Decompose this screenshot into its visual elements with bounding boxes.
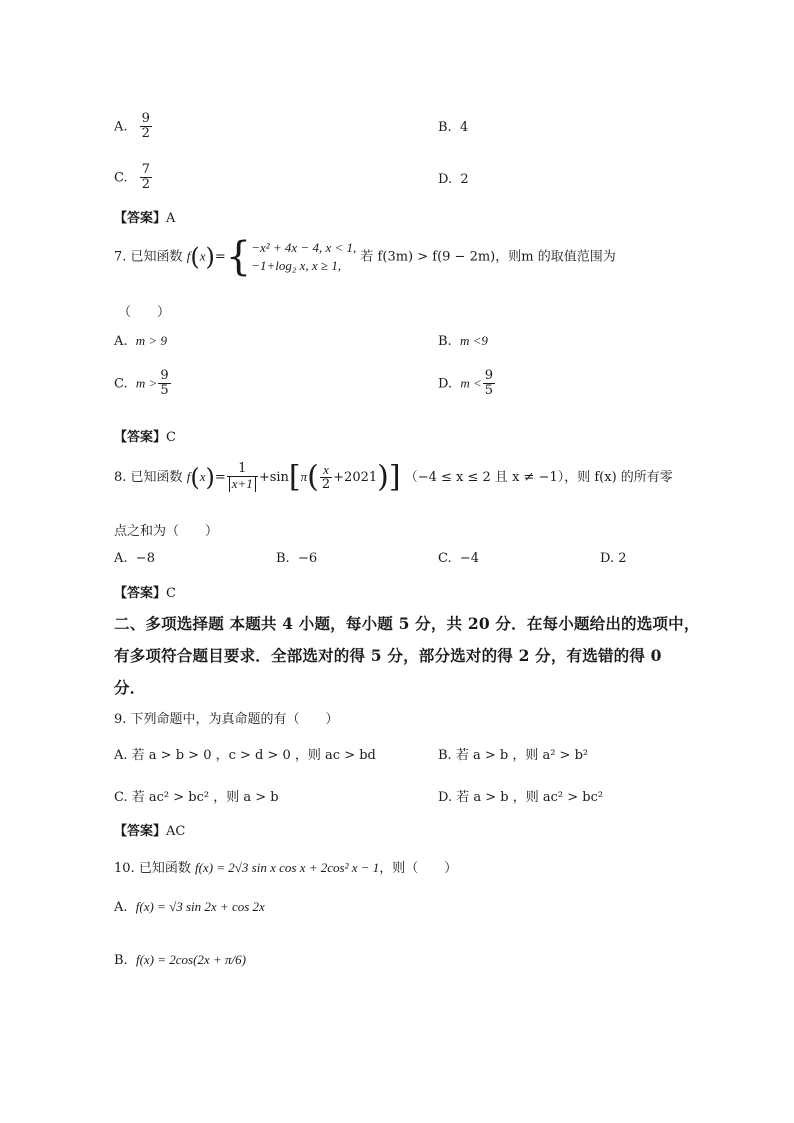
option-label: D. (438, 376, 453, 392)
option-value: 2 (460, 172, 469, 187)
question-lead: 已知函数 (130, 469, 183, 485)
option-label: A. (114, 119, 128, 135)
option-text: 若 a > b ，则 ac² > bc² (456, 790, 604, 805)
option-expr: m > 9 (135, 333, 167, 348)
function-head: f (186, 248, 191, 264)
q8-stem-line2: 点之和为（ ） (114, 524, 219, 539)
answer-tag: 【答案】 (114, 586, 167, 601)
q9-option-c (114, 786, 279, 805)
question-number: 7. (114, 249, 127, 265)
option-label: D. (438, 790, 453, 805)
question-tail: ，则m 的取值范围为 (495, 249, 616, 265)
section-heading-line3: 分． (114, 678, 146, 697)
q9-option-a (114, 744, 376, 763)
option-label: D. (600, 551, 615, 566)
q8-option-c (438, 551, 479, 566)
option-label: C. (114, 170, 128, 186)
section-heading-line2: 有多项符合题目要求．全部选对的得 5 分，部分选对的得 2 分，有选错的得 0 (114, 646, 662, 665)
option-label: A. (114, 748, 128, 763)
fraction: $\frac{1}{x+1}$ (227, 462, 258, 493)
q8-option-b (276, 551, 317, 566)
answer-tag: 【答案】 (114, 211, 167, 226)
q9-option-b (438, 744, 588, 763)
fraction (158, 369, 170, 399)
section-heading-line1: 二、多项选择题 本题共 4 小题，每小题 5 分，共 20 分．在每小题给出的选项中， (114, 614, 700, 633)
q7-answer (114, 426, 176, 445)
condition: （−4 ≤ x ≤ 2 且 x ≠ −1） (404, 469, 565, 485)
option-expr: f(x) = 2cos(2x + π/6) (135, 952, 246, 967)
option-expr: f(x) = √3 sin 2x + cos 2x (135, 899, 265, 914)
condition: 若 f(3m) > f(9 − 2m) (360, 249, 496, 265)
q6-option-a (114, 112, 153, 142)
option-label: C. (114, 376, 128, 392)
fraction (483, 369, 495, 399)
option-value: −8 (135, 551, 155, 566)
option-label: D. (438, 172, 453, 187)
fraction (140, 112, 152, 142)
q6-answer (114, 207, 175, 226)
answer-value: A (166, 211, 176, 226)
question-number: 10. (114, 861, 135, 876)
q7-stem: 7. 已知函数 f(x)={ −x² + 4x − 4, x < 1, −1+log₂ x, x ≥ 1, 若 f(3m) > f(9 − 2m)，则m 的取值范围为 (114, 234, 616, 280)
q10-option-b (114, 952, 246, 968)
answer-tag: 【答案】 (114, 430, 167, 445)
denominator: 5 (484, 383, 494, 399)
option-expr: m <9 (459, 333, 488, 348)
q7-option-b (438, 333, 488, 349)
q7-paren: （ ） (118, 305, 171, 320)
option-label: B. (438, 120, 452, 135)
q7-option-d (438, 369, 496, 399)
q7-option-a (114, 333, 167, 349)
q8-answer (114, 582, 176, 601)
q7-option-c (114, 369, 172, 399)
option-label: B. (276, 551, 290, 566)
question-tail: ，则（ ） (379, 861, 458, 876)
q10-option-a (114, 899, 265, 915)
q9-answer (114, 820, 185, 839)
option-text: 若 ac² > bc² ，则 a > b (131, 790, 279, 805)
option-value: 4 (459, 120, 469, 135)
option-label: B. (114, 953, 128, 968)
q6-option-b (438, 120, 468, 135)
q6-option-d (438, 172, 469, 187)
q9-option-d (438, 786, 603, 805)
option-text: 若 a > b ，则 a² > b² (455, 748, 589, 763)
q6-option-c (114, 163, 153, 193)
numerator: 9 (484, 368, 494, 383)
question-number: 8. (114, 469, 127, 485)
q8-option-a (114, 551, 155, 566)
answer-tag: 【答案】 (114, 824, 167, 839)
option-value: 2 (618, 551, 627, 566)
answer-value: C (166, 430, 176, 445)
option-prefix: m < (460, 375, 482, 391)
option-label: C. (438, 551, 452, 566)
q10-stem (114, 857, 457, 876)
piecewise-def (251, 239, 356, 274)
numerator: 9 (141, 111, 150, 126)
option-prefix: m > (135, 375, 158, 391)
option-text: 若 a > b > 0 ，c > d > 0 ，则 ac > bd (131, 748, 376, 763)
q8-stem: 8. 已知函数 f(x)= $\frac{1}{x+1}$ +sin[π( $\frac{x}{2}$ +2021)] （−4 ≤ x ≤ 2 且 x ≠ −1），则 f(x) 的所有零 (114, 459, 673, 495)
question-lead: 已知函数 (138, 861, 191, 876)
answer-value: AC (166, 824, 186, 839)
option-label: A. (114, 334, 128, 349)
denominator: 5 (160, 383, 169, 399)
option-label: B. (438, 334, 452, 349)
q9-stem: 9. 下列命题中，为真命题的有（ ） (114, 712, 339, 727)
option-label: B. (438, 748, 452, 763)
option-label: C. (114, 790, 128, 805)
numerator: 9 (160, 368, 169, 383)
denominator: 2 (141, 177, 151, 193)
piece-2: −1+log₂ x, x ≥ 1, (251, 258, 342, 273)
numerator: 7 (141, 162, 151, 177)
q8-option-d (600, 551, 627, 566)
fraction (140, 163, 152, 193)
question-lead: 已知函数 (130, 249, 183, 265)
question-tail: ，则 f(x) 的所有零 (564, 469, 673, 485)
option-label: A. (114, 900, 128, 915)
piece-1: −x² + 4x − 4, x < 1, (251, 240, 357, 256)
option-label: A. (114, 551, 128, 566)
answer-value: C (166, 586, 176, 601)
option-value: −4 (459, 551, 480, 566)
function-expr: f(x) = 2√3 sin x cos x + 2cos² x − 1 (194, 860, 380, 875)
option-value: −6 (297, 551, 318, 566)
denominator: 2 (141, 126, 150, 142)
